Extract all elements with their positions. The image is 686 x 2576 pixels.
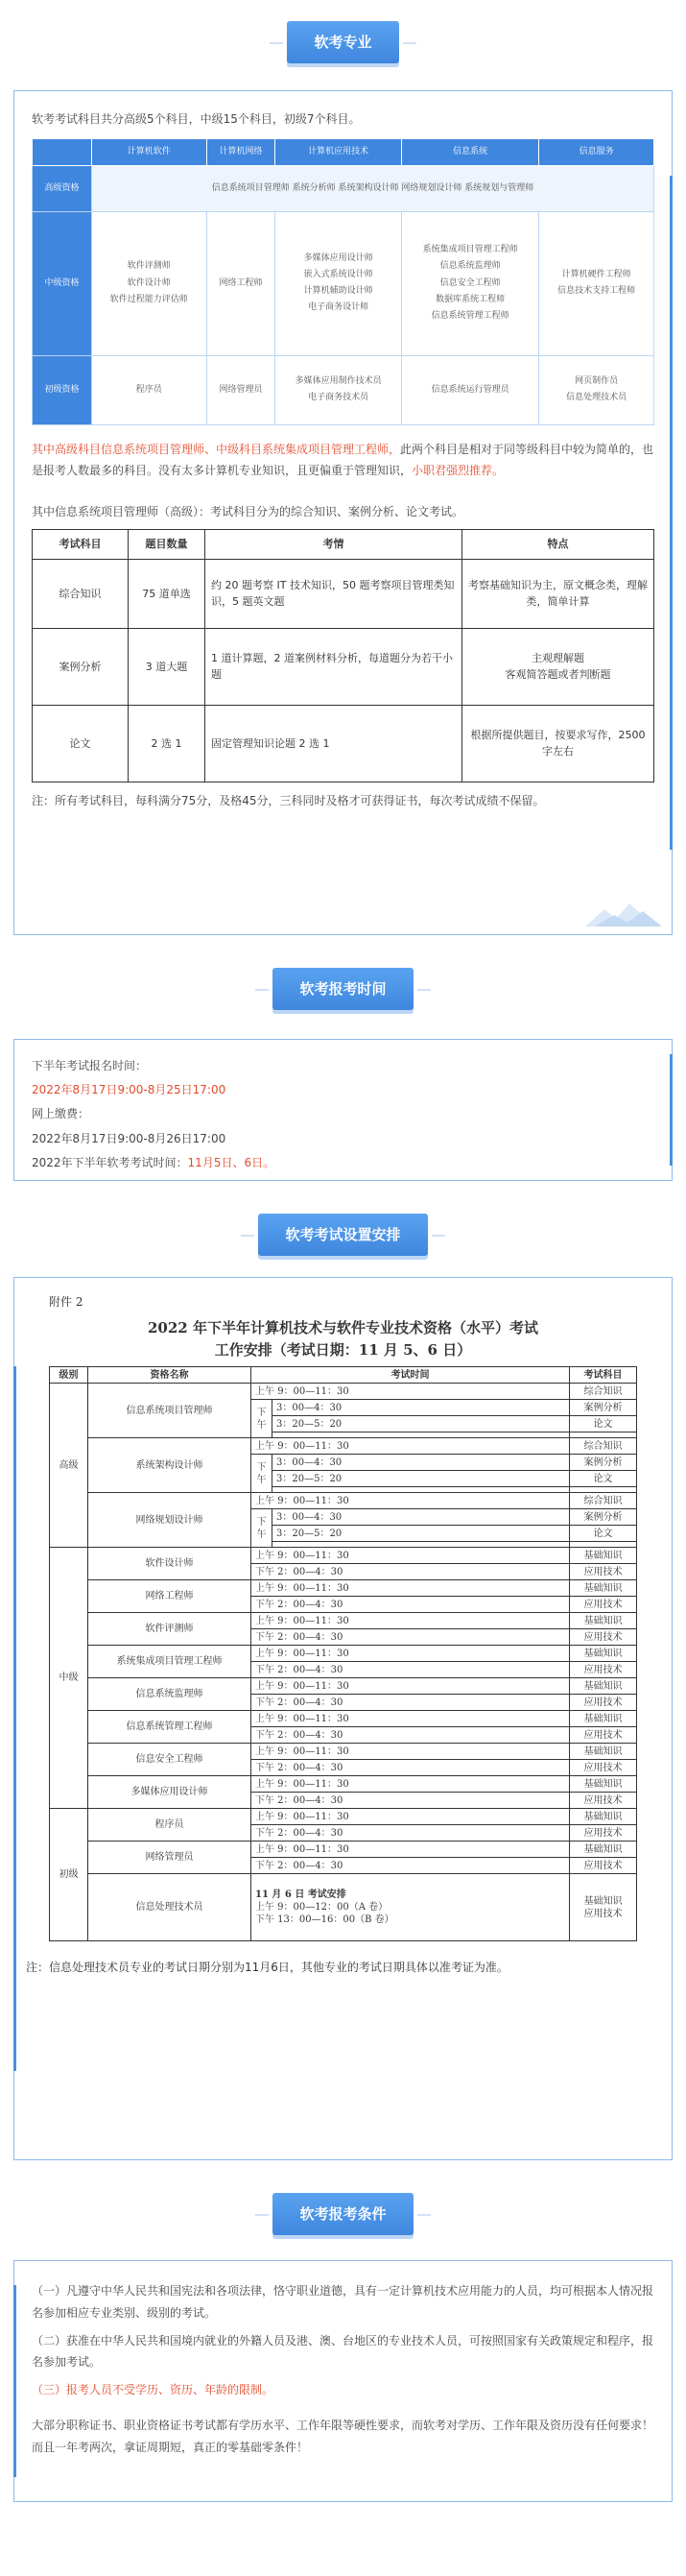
schedule-title-2: 工作安排（考试日期：11 月 5、6 日） — [214, 1340, 472, 1359]
sched-name: 系统架构设计师 — [88, 1438, 251, 1493]
sched-subject: 基础知识 — [570, 1842, 637, 1858]
sched-time: 3：00—4：30 — [272, 1400, 570, 1416]
sched-time: 上午 9：00—11：30 — [251, 1548, 570, 1564]
sched-name: 信息系统管理工程师 — [88, 1711, 251, 1744]
sched-subject: 基础知识 — [570, 1809, 637, 1825]
sched-name: 信息系统监理师 — [88, 1678, 251, 1711]
sched-subject: 应用技术 — [570, 1858, 637, 1874]
sched-time: 上午 9：00—11：30 — [251, 1842, 570, 1858]
sched-header-level: 级别 — [50, 1367, 88, 1384]
sched-name: 程序员 — [88, 1809, 251, 1842]
sched-time: 下午 2：00—4：30 — [251, 1858, 570, 1874]
table-row-feature: 主观理解题 客观简答题或者判断题 — [462, 628, 654, 705]
schedule-title-1: 2022 年下半年计算机技术与软件专业技术资格（水平）考试 — [148, 1319, 538, 1337]
sched-name: 软件设计师 — [88, 1548, 251, 1580]
sched-subject: 应用技术 — [570, 1662, 637, 1678]
sched-time: 上午 9：00—11：30 — [251, 1744, 570, 1760]
levels-header-network: 计算机网络 — [206, 139, 275, 165]
pay-time-value: 2022年8月17日9:00-8月26日17:00 — [32, 1131, 226, 1145]
sched-subject: 基础知识 应用技术 — [570, 1874, 637, 1941]
sched-name: 系统集成项目管理工程师 — [88, 1646, 251, 1678]
sched-time: 3：20—5：20 — [272, 1526, 570, 1542]
middle-service: 计算机硬件工程师 信息技术支持工程师 — [539, 211, 654, 355]
sched-half: 下午 — [251, 1455, 272, 1493]
condition-2: （二）获准在中华人民共和国境内就业的外籍人员及港、澳、台地区的专业技术人员，可按照国家有关政策规定和程序，报名参加考试。 — [32, 2333, 654, 2370]
section-title-time: 软考报考时间 — [272, 968, 413, 1010]
sched-subject: 应用技术 — [570, 1727, 637, 1744]
sched-name: 信息安全工程师 — [88, 1744, 251, 1776]
sched-time: 下午 2：00—4：30 — [251, 1727, 570, 1744]
sched-subject: 论文 — [570, 1526, 637, 1542]
sched-subject: 应用技术 — [570, 1793, 637, 1809]
exam-header-subject: 考试科目 — [33, 530, 129, 560]
sched-level-junior: 初级 — [50, 1809, 88, 1941]
sched-time: 上午 9：00—11：30 — [251, 1711, 570, 1727]
middle-label: 中级资格 — [33, 211, 92, 355]
sched-time: 3：00—4：30 — [272, 1509, 570, 1526]
senior-text: 信息系统项目管理师 系统分析师 系统架构设计师 网络规划设计师 系统规划与管理师 — [92, 165, 654, 211]
sched-time: 3：20—5：20 — [272, 1471, 570, 1487]
levels-header-software: 计算机软件 — [92, 139, 207, 165]
condition-3: （三）报考人员不受学历、资历、年龄的限制。 — [32, 2383, 274, 2397]
middle-infosys: 系统集成项目管理工程师 信息系统监理师 信息安全工程师 数据库系统工程师 信息系统管理工程师 — [401, 211, 539, 355]
sched-level-middle: 中级 — [50, 1548, 88, 1809]
exam-header-feature: 特点 — [462, 530, 654, 560]
sched-subject: 论文 — [570, 1416, 637, 1432]
sched-subject: 应用技术 — [570, 1760, 637, 1776]
sched-time: 下午 2：00—4：30 — [251, 1662, 570, 1678]
sched-subject: 应用技术 — [570, 1825, 637, 1842]
exam-time: 2022年下半年软考考试时间：11月5日、6日。 — [32, 1155, 275, 1169]
middle-app: 多媒体应用设计师 嵌入式系统设计师 计算机辅助设计师 电子商务设计师 — [275, 211, 402, 355]
sched-name: 信息系统项目管理师 — [88, 1384, 251, 1438]
exam-header-count: 题目数量 — [129, 530, 205, 560]
exam-intro: 其中信息系统项目管理师（高级）：考试科目分为的综合知识、案例分析、论文考试。 — [32, 505, 464, 519]
table-row-situation: 1 道计算题，2 道案例材料分析，每道题分为若干小题 — [205, 628, 462, 705]
junior-software: 程序员 — [92, 355, 207, 424]
table-row-count: 2 选 1 — [129, 705, 205, 782]
junior-app: 多媒体应用制作技术员 电子商务技术员 — [275, 355, 402, 424]
sched-name: 网络规划设计师 — [88, 1493, 251, 1548]
section-title-major: 软考专业 — [287, 21, 398, 63]
table-row-feature: 考察基础知识为主，原文概念类，理解类，简单计算 — [462, 559, 654, 628]
table-row-subject: 案例分析 — [33, 628, 129, 705]
table-row-feature: 根据所提供题目，按要求写作，2500 字左右 — [462, 705, 654, 782]
sched-time: 下午 2：00—4：30 — [251, 1629, 570, 1646]
junior-network: 网络管理员 — [206, 355, 275, 424]
condition-1: （一）凡遵守中华人民共和国宪法和各项法律，恪守职业道德，具有一定计算机技术应用能力的人员，均可根据本人情况报名参加相应专业类别、级别的考试。 — [32, 2284, 654, 2320]
junior-service: 网页制作员 信息处理技术员 — [539, 355, 654, 424]
sched-time: 3：00—4：30 — [272, 1455, 570, 1471]
sched-subject: 应用技术 — [570, 1564, 637, 1580]
section-title-schedule: 软考考试设置安排 — [258, 1214, 427, 1256]
exam-table — [32, 529, 654, 782]
exam-footnote: 注：所有考试科目，每科满分75分，及格45分，三科同时及格才可获得证书，每次考试成绩不保留。 — [32, 793, 545, 807]
sched-time: 上午 9：00—11：30 — [251, 1678, 570, 1695]
info-proc-time: 11 月 6 日 考试安排 上午 9：00—12：00（A 卷） 下午 13：00—16：00（B 卷） — [251, 1874, 570, 1941]
sched-subject: 案例分析 — [570, 1455, 637, 1471]
sched-subject: 基础知识 — [570, 1744, 637, 1760]
sched-time: 上午 9：00—11：30 — [251, 1776, 570, 1793]
time-box — [13, 1039, 673, 1181]
major-box — [13, 90, 673, 935]
attachment-label: 附件 2 — [49, 1295, 83, 1309]
levels-header-infosys: 信息系统 — [401, 139, 539, 165]
sched-subject: 案例分析 — [570, 1509, 637, 1526]
sched-subject: 案例分析 — [570, 1400, 637, 1416]
schedule-box — [13, 1277, 673, 2160]
table-row: 上午 9：00—11：30 — [251, 1384, 570, 1400]
sched-time: 下午 2：00—4：30 — [251, 1825, 570, 1842]
sched-time: 上午 9：00—11：30 — [251, 1809, 570, 1825]
levels-header-empty — [33, 139, 92, 165]
sched-subject: 基础知识 — [570, 1678, 637, 1695]
sched-subject: 综合知识 — [570, 1384, 637, 1400]
sched-time: 上午 9：00—11：30 — [251, 1580, 570, 1597]
table-row-count: 75 道单选 — [129, 559, 205, 628]
sched-subject: 基础知识 — [570, 1776, 637, 1793]
sched-time: 上午 9：00—11：30 — [251, 1613, 570, 1629]
sched-time: 下午 2：00—4：30 — [251, 1760, 570, 1776]
sched-subject: 综合知识 — [570, 1493, 637, 1509]
sched-level-senior: 高级 — [50, 1384, 88, 1548]
sched-half: 下午 — [251, 1400, 272, 1438]
sched-subject: 基础知识 — [570, 1548, 637, 1564]
sched-subject: 应用技术 — [570, 1597, 637, 1613]
senior-label: 高级资格 — [33, 165, 92, 211]
table-row-subject: 综合知识 — [33, 559, 129, 628]
junior-infosys: 信息系统运行管理员 — [401, 355, 539, 424]
levels-header-app: 计算机应用技术 — [275, 139, 402, 165]
conditions-box — [13, 2260, 673, 2502]
middle-software: 软件评测师 软件设计师 软件过程能力评估师 — [92, 211, 207, 355]
sched-half: 下午 — [251, 1509, 272, 1548]
pay-label: 网上缴费： — [32, 1107, 90, 1121]
sched-time: 上午 9：00—11：30 — [251, 1646, 570, 1662]
major-intro: 软考考试科目共分高级5个科目，中级15个科目，初级7个科目。 — [32, 112, 361, 126]
sched-name: 信息处理技术员 — [88, 1874, 251, 1941]
sched-name: 网络管理员 — [88, 1842, 251, 1874]
sched-subject: 论文 — [570, 1471, 637, 1487]
sched-subject: 基础知识 — [570, 1580, 637, 1597]
schedule-note: 注：信息处理技术员专业的考试日期分别为11月6日，其他专业的考试日期具体以准考证为准。 — [26, 1961, 509, 1975]
sched-time: 下午 2：00—4：30 — [251, 1564, 570, 1580]
middle-network: 网络工程师 — [206, 211, 275, 355]
section-title-conditions: 软考报考条件 — [272, 2193, 413, 2235]
sched-header-name: 资格名称 — [88, 1367, 251, 1384]
sched-subject: 基础知识 — [570, 1711, 637, 1727]
schedule-table — [49, 1366, 637, 1941]
sched-subject: 基础知识 — [570, 1613, 637, 1629]
sched-time: 下午 2：00—4：30 — [251, 1793, 570, 1809]
junior-label: 初级资格 — [33, 355, 92, 424]
sched-subject: 应用技术 — [570, 1695, 637, 1711]
reg-time-value: 2022年8月17日9:00-8月25日17:00 — [32, 1083, 226, 1097]
table-row: 上午 9：00—11：30 — [251, 1438, 570, 1455]
sched-name: 网络工程师 — [88, 1580, 251, 1613]
sched-time: 下午 2：00—4：30 — [251, 1597, 570, 1613]
exam-header-situation: 考情 — [205, 530, 462, 560]
sched-time: 下午 2：00—4：30 — [251, 1695, 570, 1711]
reg-time-label: 下半年考试报名时间： — [32, 1059, 148, 1072]
table-row-subject: 论文 — [33, 705, 129, 782]
sched-header-time: 考试时间 — [251, 1367, 570, 1384]
levels-header-service: 信息服务 — [539, 139, 654, 165]
sched-time: 3：20—5：20 — [272, 1416, 570, 1432]
table-row-count: 3 道大题 — [129, 628, 205, 705]
table-row-situation: 固定管理知识论题 2 选 1 — [205, 705, 462, 782]
sched-name: 软件评测师 — [88, 1613, 251, 1646]
table-row-situation: 约 20 题考察 IT 技术知识，50 题考察项目管理类知识，5 题英文题 — [205, 559, 462, 628]
sched-subject: 应用技术 — [570, 1629, 637, 1646]
table-row: 上午 9：00—11：30 — [251, 1493, 570, 1509]
levels-table — [32, 138, 654, 424]
mountain-decoration-icon — [585, 898, 662, 927]
sched-name: 多媒体应用设计师 — [88, 1776, 251, 1809]
sched-subject: 基础知识 — [570, 1646, 637, 1662]
recommend-note: 其中高级科目信息系统项目管理师、中级科目系统集成项目管理工程师，此两个科目是相对于同等级科目中较为简单的，也是报考人数最多的科目。没有太多计算机专业知识，且更偏重于管理知识，小职君强烈推荐。 — [32, 442, 654, 478]
condition-summary: 大部分职称证书、职业资格证书考试都有学历水平、工作年限等硬性要求，而软考对学历、工作年限及资历没有任何要求！而且一年考两次，拿证周期短，真正的零基础零条件！ — [32, 2418, 654, 2454]
sched-subject: 综合知识 — [570, 1438, 637, 1455]
sched-header-subject: 考试科目 — [570, 1367, 637, 1384]
